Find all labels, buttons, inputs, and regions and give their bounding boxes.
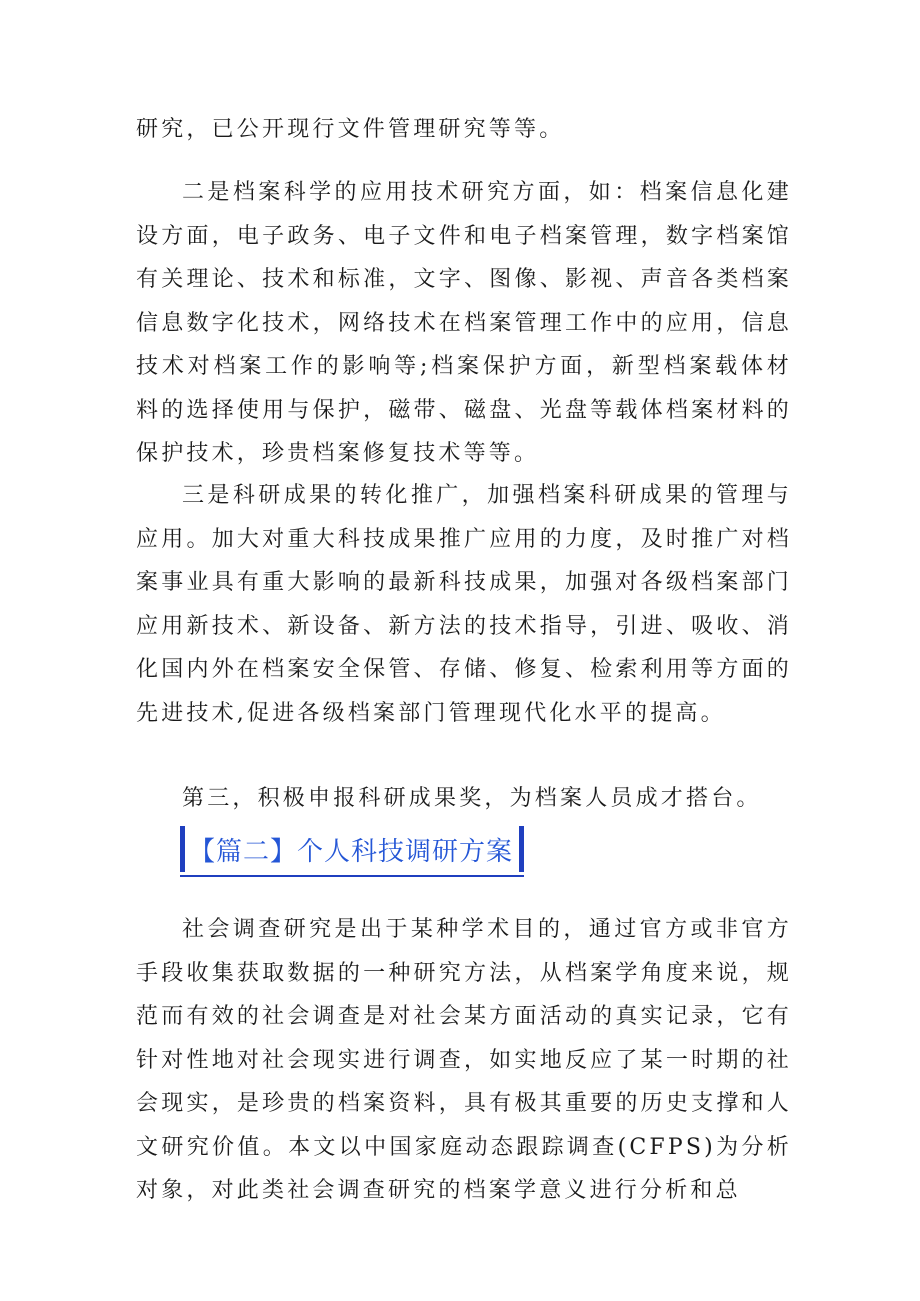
section-heading-text: 【篇二】个人科技调研方案 — [189, 836, 514, 867]
paragraph-continuation: 研究，已公开现行文件管理研究等等。 — [136, 117, 565, 142]
section-heading — [180, 823, 524, 877]
paragraph-social-survey: 社会调查研究是出于某种学术目的，通过官方或非官方手段收集获取数据的一种研究方法，从档案学角度来说，规范而有效的社会调查是对社会某方面活动的真实记录，它有针对性地对社会现实进行调查，如实地反应了某一时期的社会现实，是珍贵的档案资料，具有极其重要的历史支撑和人文研究价值。本文以中国家庭动态跟踪调查(CFPS)为分析对象，对此类社会调查研究的档案学意义进行分析和总 — [136, 917, 792, 1203]
paragraph-achievement-promotion: 三是科研成果的转化推广，加强档案科研成果的管理与应用。加大对重大科技成果推广应用的力度，及时推广对档案事业具有重大影响的最新科技成果，加强对各级档案部门应用新技术、新设备、新方法的技术指导，引进、吸收、消化国内外在档案安全保管、存储、修复、检索利用等方面的先进技术,促进各级档案部门管理现代化水平的提高。 — [136, 483, 792, 726]
heading-right-bar — [519, 826, 524, 872]
paragraph-third-point: 第三，积极申报科研成果奖，为档案人员成才搭台。 — [182, 786, 762, 811]
paragraph-applied-technology: 二是档案科学的应用技术研究方面，如：档案信息化建设方面，电子政务、电子文件和电子档案管理，数字档案馆有关理论、技术和标准，文字、图像、影视、声音各类档案信息数字化技术，网络技术在档案管理工作中的应用，信息技术对档案工作的影响等;档案保护方面，新型档案载体材料的选择使用与保护，磁带、磁盘、光盘等载体档案材料的保护技术，珍贵档案修复技术等等。 — [136, 180, 792, 466]
